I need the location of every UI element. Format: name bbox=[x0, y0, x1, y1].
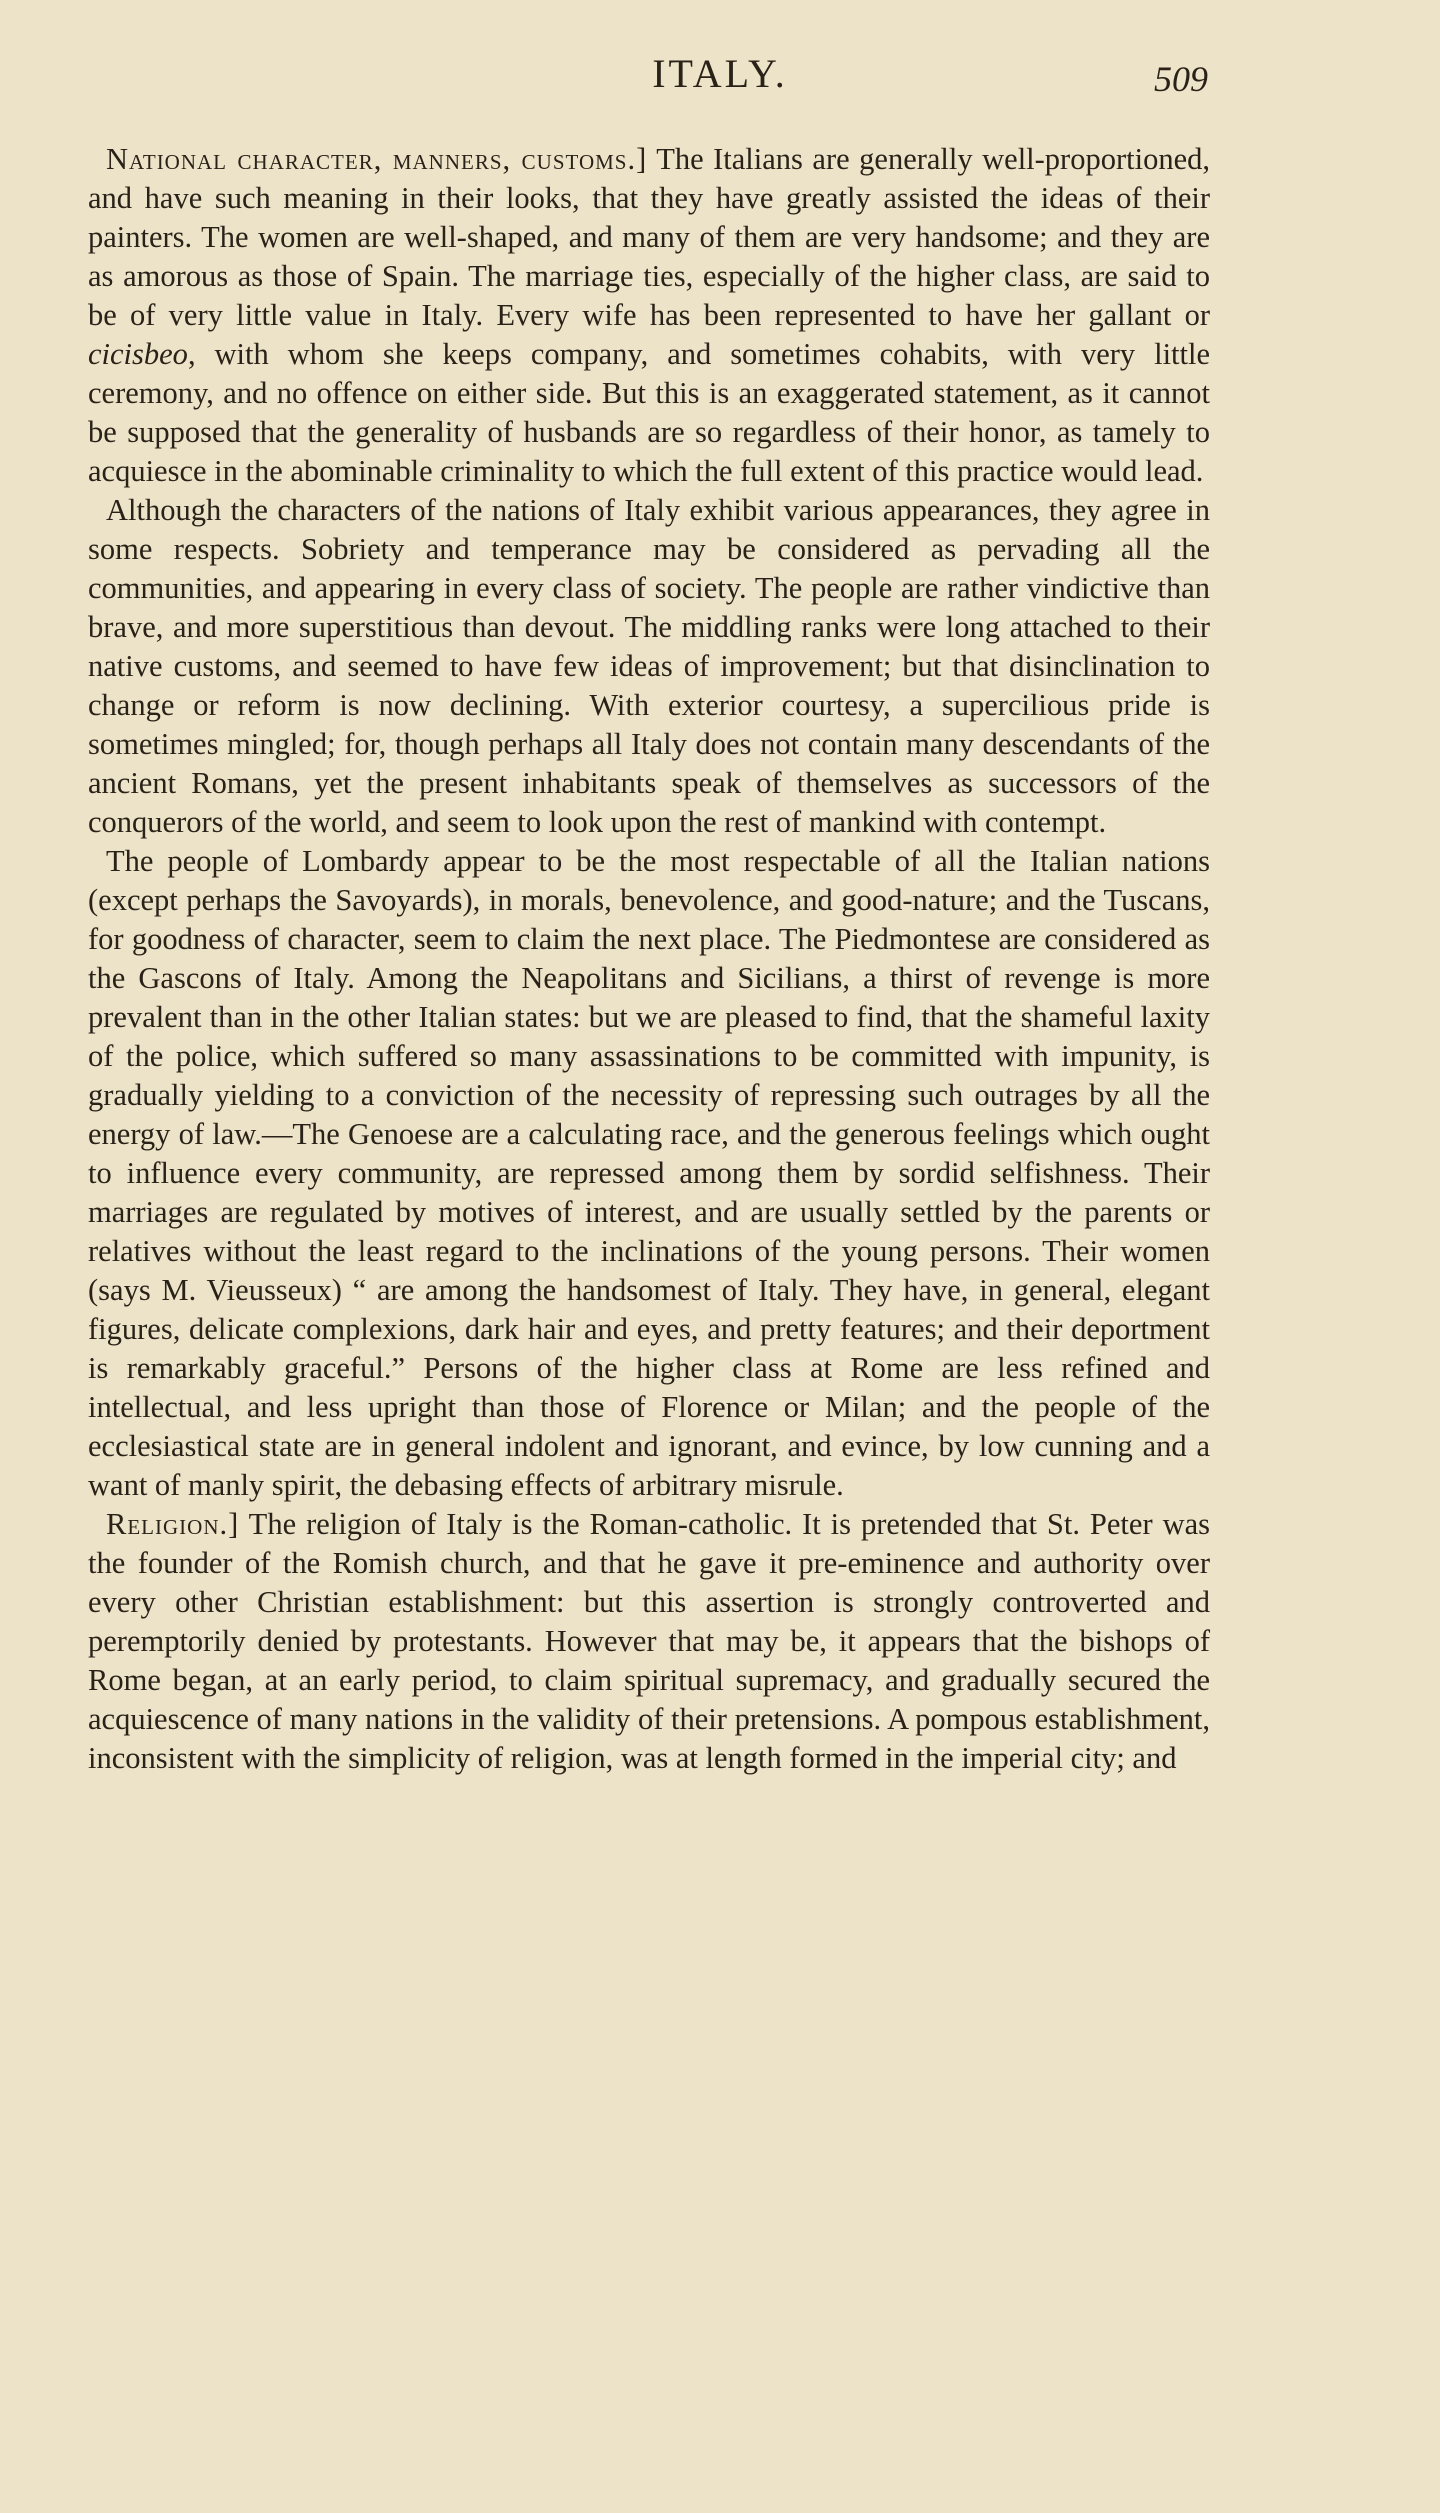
page-number: 509 bbox=[1154, 59, 1208, 99]
paragraph-text: , with whom she keeps company, and sometimes cohabits, with very little ceremony, and no offence on either side. But this is an exaggerated statement, as it cannot be supposed that the generality of husbands are so regardless of their honor, as tamely to acquiesce in the abominable criminality to which the full extent of this practice would lead. bbox=[88, 337, 1210, 488]
section-heading-religion: Religion.] bbox=[106, 1507, 240, 1541]
paragraph-text: The religion of Italy is the Roman-catholic. It is pretended that St. Peter was the founder of the Romish church, and that he gave it pre-eminence and authority over every other Christian establishment: but this assertion is strongly controverted and peremptorily denied by protestants. However that may be, it appears that the bishops of Rome began, at an early period, to claim spiritual supremacy, and gradually secured the acquiescence of many nations in the validity of their pretensions. A pompous establishment, inconsistent with the simplicity of religion, was at length formed in the imperial city; and bbox=[88, 1507, 1210, 1775]
paragraph-text: The Italians are generally well-proportioned, and have such meaning in their looks, that they have greatly assisted the ideas of their painters. The women are well-shaped, and many of them are very handsome; and they are as amorous as those of Spain. The marriage ties, especially of the higher class, are said to be of very little value in Italy. Every wife has been represented to have her gallant or bbox=[88, 142, 1210, 332]
paragraph-religion bbox=[88, 1505, 1210, 1778]
italic-term: cicisbeo bbox=[88, 337, 188, 371]
paragraph-lombardy: The people of Lombardy appear to be the most respectable of all the Italian nations (except perhaps the Savoyards), in morals, benevolence, and good-nature; and the Tuscans, for goodness of character, seem to claim the next place. The Piedmontese are considered as the Gascons of Italy. Among the Neapolitans and Sicilians, a thirst of revenge is more prevalent than in the other Italian states: but we are pleased to find, that the shameful laxity of the police, which suffered so many assassinations to be committed with impunity, is gradually yielding to a conviction of the necessity of repressing such outrages by all the energy of law.—The Genoese are a calculating race, and the generous feelings which ought to influence every community, are repressed among them by sordid selfishness. Their marriages are regulated by motives of interest, and are usually settled by the parents or relatives without the least regard to the inclinations of the young persons. Their women (says M. Vieusseux) “ are among the handsomest of Italy. They have, in general, elegant figures, delicate complexions, dark hair and eyes, and pretty features; and their deportment is remarkably graceful.” Persons of the higher class at Rome are less refined and intellectual, and less upright than those of Florence or Milan; and the people of the ecclesiastical state are in general indolent and ignorant, and evince, by low cunning and a want of manly spirit, the debasing effects of arbitrary misrule. bbox=[88, 844, 1210, 1502]
running-title: ITALY. bbox=[652, 51, 788, 96]
body-text bbox=[88, 140, 1210, 1778]
section-heading-national-character: National character, manners, customs.] bbox=[106, 142, 648, 176]
page-header bbox=[0, 50, 1440, 110]
paragraph-characters: Although the characters of the nations of Italy exhibit various appearances, they agree in some respects. Sobriety and temperance may be considered as pervading all the communities, and appearing in every class of society. The people are rather vindictive than brave, and more superstitious than devout. The middling ranks were long attached to their native customs, and seemed to have few ideas of improvement; but that disinclination to change or reform is now declining. With exterior courtesy, a supercilious pride is sometimes mingled; for, though perhaps all Italy does not contain many descendants of the ancient Romans, yet the present inhabitants speak of themselves as successors of the conquerors of the world, and seem to look upon the rest of mankind with contempt. bbox=[88, 493, 1210, 839]
paragraph-national-character bbox=[88, 140, 1210, 491]
